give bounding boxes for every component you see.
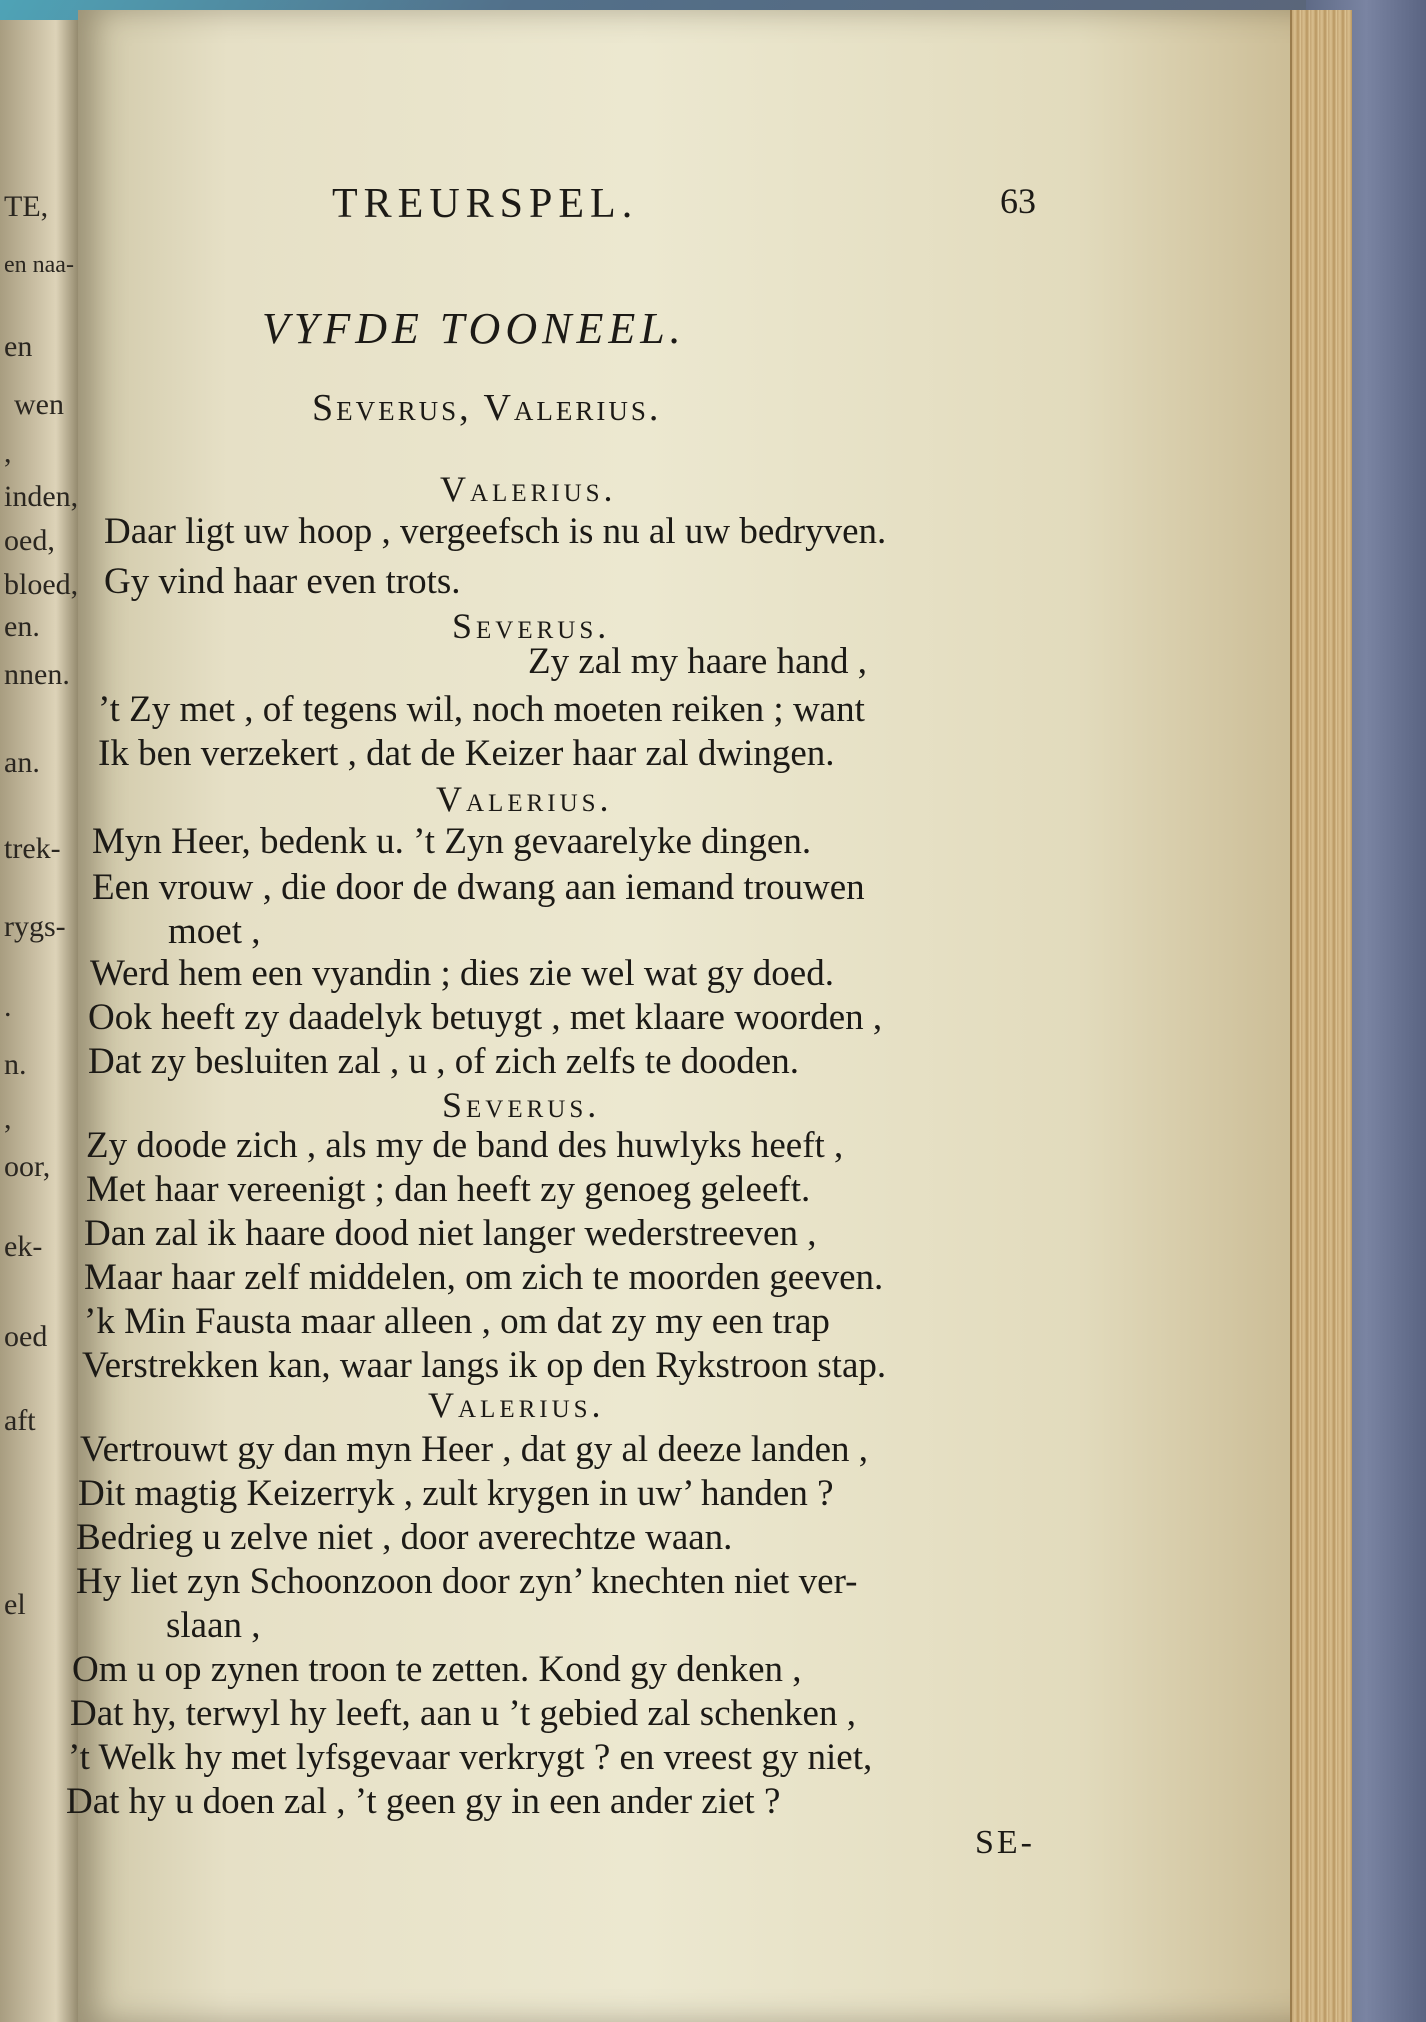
- verse-line: Bedrieg u zelve niet , door averechtze waan.: [76, 1517, 733, 1558]
- verse-line: Dat zy besluiten zal , u , of zich zelfs te dooden.: [88, 1041, 799, 1082]
- left-page-fragment: oed,: [4, 524, 55, 557]
- left-page-fragment: en.: [4, 610, 40, 643]
- left-page-fragment: aft: [4, 1404, 36, 1437]
- scene-persons: Severus, Valerius.: [312, 387, 662, 429]
- left-page-fragment: oor,: [4, 1150, 51, 1183]
- left-page-fragment: .: [4, 990, 12, 1023]
- verse-line: ’t Welk hy met lyfsgevaar verkrygt ? en vreest gy niet,: [68, 1737, 873, 1778]
- verse-line: Dat hy u doen zal , ’t geen gy in een ander ziet ?: [66, 1781, 781, 1822]
- left-page-fragment: wen: [14, 388, 64, 421]
- speaker-name: Severus.: [442, 1085, 601, 1125]
- verse-line: slaan ,: [166, 1605, 261, 1646]
- left-page-fragment: trek-: [4, 832, 61, 865]
- speaker-name: Severus.: [452, 606, 611, 646]
- verse-line: Dat hy, terwyl hy leeft, aan u ’t gebied zal schenken ,: [70, 1693, 856, 1734]
- left-page-fragment: ,: [4, 436, 12, 469]
- verse-line: Vertrouwt gy dan myn Heer , dat gy al deeze landen ,: [80, 1429, 869, 1470]
- verse-line: ’k Min Fausta maar alleen , om dat zy my een trap: [84, 1301, 830, 1342]
- verse-line: moet ,: [168, 911, 261, 952]
- verse-line: Dan zal ik haare dood niet langer wederstreeven ,: [84, 1213, 817, 1254]
- running-head: TREURSPEL.: [332, 181, 639, 227]
- verse-line: Ook heeft zy daadelyk betuygt , met klaare woorden ,: [88, 997, 883, 1038]
- verse-line: Een vrouw , die door de dwang aan iemand trouwen: [92, 867, 865, 908]
- left-page-fragment: inden,: [4, 480, 79, 513]
- left-page-fragment: rygs-: [4, 910, 66, 943]
- verse-line: Ik ben verzekert , dat de Keizer haar zal dwingen.: [98, 733, 835, 774]
- left-page-fragment: ,: [4, 1102, 12, 1135]
- left-page-fragment: TE,: [4, 190, 49, 223]
- speaker-name: Valerius.: [440, 469, 617, 509]
- verse-line: Daar ligt uw hoop , vergeefsch is nu al uw bedryven.: [104, 511, 887, 552]
- left-page-fragment: an.: [4, 746, 40, 779]
- verse-line: Maar haar zelf middelen, om zich te moorden geeven.: [84, 1257, 884, 1298]
- verse-line: Myn Heer, bedenk u. ’t Zyn gevaarelyke dingen.: [92, 821, 812, 862]
- left-page-fragment: en: [4, 330, 33, 363]
- speaker-name: Valerius.: [428, 1385, 605, 1425]
- left-page-fragment: el: [4, 1588, 26, 1621]
- page-number: 63: [1000, 181, 1036, 221]
- left-page-fragment: nnen.: [4, 658, 70, 691]
- verse-line: Zy doode zich , als my de band des huwlyks heeft ,: [86, 1125, 844, 1166]
- left-page-fragment: en naa-: [4, 252, 74, 278]
- verse-line: Om u op zynen troon te zetten. Kond gy denken ,: [72, 1649, 802, 1690]
- verse-line: Hy liet zyn Schoonzoon door zyn’ knechten niet ver-: [76, 1561, 858, 1602]
- verse-line: Zy zal my haare hand ,: [528, 641, 868, 682]
- verse-line: Met haar vereenigt ; dan heeft zy genoeg geleeft.: [86, 1169, 811, 1210]
- verse-line: Verstrekken kan, waar langs ik op den Rykstroon stap.: [82, 1345, 887, 1386]
- left-page-fragment: bloed,: [4, 568, 79, 601]
- verse-line: Werd hem een vyandin ; dies zie wel wat gy doed.: [90, 953, 834, 994]
- speaker-name: Valerius.: [436, 779, 613, 819]
- verse-line: Dit magtig Keizerryk , zult krygen in uw’ handen ?: [78, 1473, 834, 1514]
- verse-line: Gy vind haar even trots.: [104, 561, 461, 602]
- scene-title: VYFDE TOONEEL.: [262, 304, 686, 353]
- verse-line: ’t Zy met , of tegens wil, noch moeten reiken ; want: [98, 689, 865, 730]
- catchword: SE-: [975, 1824, 1035, 1861]
- left-page-fragment: oed: [4, 1320, 48, 1353]
- left-page-fragment: n.: [4, 1048, 27, 1081]
- left-page-fragment: ek-: [4, 1230, 43, 1263]
